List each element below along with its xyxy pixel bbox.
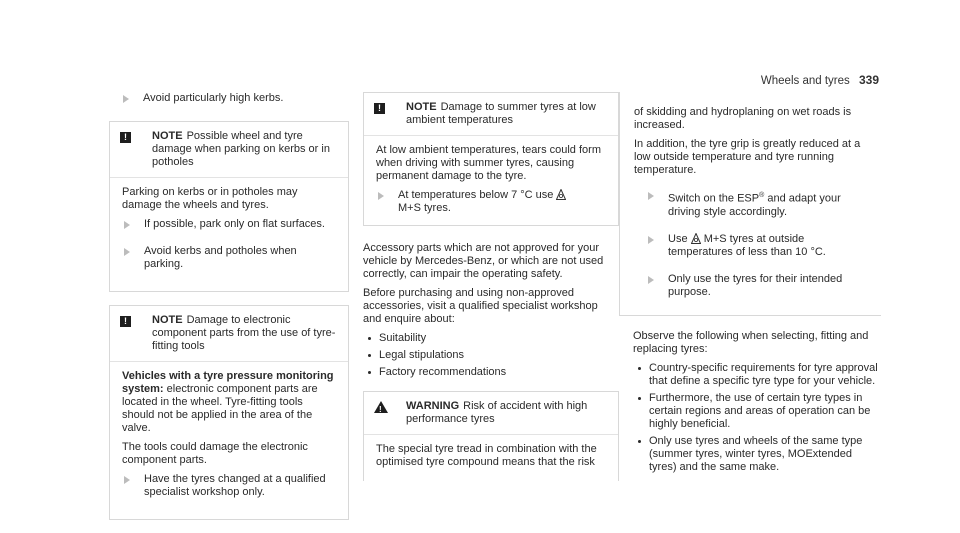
note-body: At low ambient temperatures, tears could form when driving with summer tyres, causing permanent damage to the tyre. At temperatures below 7 °C use M+S tyres. (364, 135, 618, 225)
list-item: Only use tyres and wheels of the same type (summer tyres, winter tyres, MOExtended tyres) and the same make. (633, 435, 881, 474)
list-item: Furthermore, the use of certain tyre types in certain regions and areas of operation can be highly beneficial. (633, 392, 881, 431)
note-title: Damage to summer tyres at low ambient temperatures (406, 101, 596, 126)
section-title: Wheels and tyres (760, 75, 850, 87)
exclamation-icon: ! (120, 132, 131, 143)
page-number: 339 (858, 73, 879, 87)
triangle-bullet-icon (648, 276, 654, 284)
snowflake-mountain-icon (691, 233, 701, 244)
triangle-bullet-icon (648, 192, 654, 200)
warning-box (363, 391, 619, 481)
note-header (110, 122, 348, 177)
bold-lead: Vehicles with a tyre pressure monitoring system: (122, 370, 334, 395)
warning-header (364, 392, 618, 434)
warning-triangle-icon: ! (374, 401, 388, 413)
page-header (761, 73, 879, 87)
triangle-bullet-icon (124, 221, 130, 229)
note-keyword: NOTE (152, 314, 183, 326)
enquiry-list (363, 332, 619, 379)
list-item: Country-specific requirements for tyre approval that define a specific tyre type for your vehicle. (633, 362, 881, 388)
tyre-selection-list (619, 362, 881, 474)
snowflake-mountain-icon (556, 189, 566, 200)
triangle-bullet-icon (378, 192, 384, 200)
list-item: Switch on the ESP® and adapt your driving style accordingly. (634, 189, 871, 219)
warning-keyword: WARNING (406, 400, 460, 412)
note-keyword: NOTE (152, 130, 183, 142)
list-item: If possible, park only on flat surfaces. (110, 218, 338, 231)
paragraph: Observe the following when selecting, fitting and replacing tyres: (633, 329, 869, 355)
list-item: Suitability (363, 332, 619, 345)
note-box (363, 92, 619, 226)
triangle-bullet-icon (124, 248, 130, 256)
list-item: Legal stipulations (363, 349, 619, 362)
note-box (109, 305, 349, 520)
list-item: Use M+S tyres at outside temperatures of less than 10 °C. (634, 233, 871, 259)
note-body: Vehicles with a tyre pressure monitoring system: electronic component parts are located in the wheel. Tyre-fitting tools should not be applied in the area of the valve. The tools could damage the electronic component parts. Have the tyres changed at a qualified specialist workshop only. (110, 361, 348, 519)
warning-continuation: of skidding and hydroplaning on wet roads is increased. In addition, the tyre grip is greatly reduced at a low outside temperature and tyre running temperature. Switch on the ESP® and adapt your driving style accordingly. Use M+S tyres at outside temperatures of less than 10 °C. Only use the tyres for their intended purpose. (619, 92, 881, 316)
note-body: Parking on kerbs or in potholes may damage the wheels and tyres. If possible, park only on flat surfaces. Avoid kerbs and potholes when parking. (110, 177, 348, 291)
warning-title: Risk of accident with high performance tyres (406, 400, 588, 425)
triangle-bullet-icon (123, 95, 129, 103)
column-right (619, 92, 881, 478)
triangle-bullet-icon (124, 476, 130, 484)
column-middle (363, 92, 619, 481)
list-item: Have the tyres changed at a qualified specialist workshop only. (110, 473, 338, 499)
note-header (110, 306, 348, 361)
note-title: Possible wheel and tyre damage when parking on kerbs or in potholes (152, 130, 330, 168)
note-keyword: NOTE (406, 101, 437, 113)
column-left (109, 92, 349, 520)
list-item: Avoid particularly high kerbs. (109, 92, 349, 105)
exclamation-icon: ! (120, 316, 131, 327)
warning-body: The special tyre tread in combination with the optimised tyre compound means that the risk (364, 434, 618, 481)
paragraph: Before purchasing and using non-approved accessories, visit a qualified specialist workshop and enquire about: (363, 287, 598, 325)
triangle-bullet-icon (648, 236, 654, 244)
note-title: Damage to electronic component parts from the use of tyre-fitting tools (152, 314, 336, 352)
paragraph: Accessory parts which are not approved for your vehicle by Mercedes-Benz, or which are not used correctly, can impair the operating safety. (363, 242, 604, 280)
exclamation-icon: ! (374, 103, 385, 114)
list-item: At temperatures below 7 °C use M+S tyres. (364, 189, 608, 215)
note-header (364, 93, 618, 135)
note-box (109, 121, 349, 292)
list-item: Only use the tyres for their intended purpose. (634, 273, 871, 299)
list-item: Factory recommendations (363, 366, 619, 379)
list-item: Avoid kerbs and potholes when parking. (110, 245, 338, 271)
